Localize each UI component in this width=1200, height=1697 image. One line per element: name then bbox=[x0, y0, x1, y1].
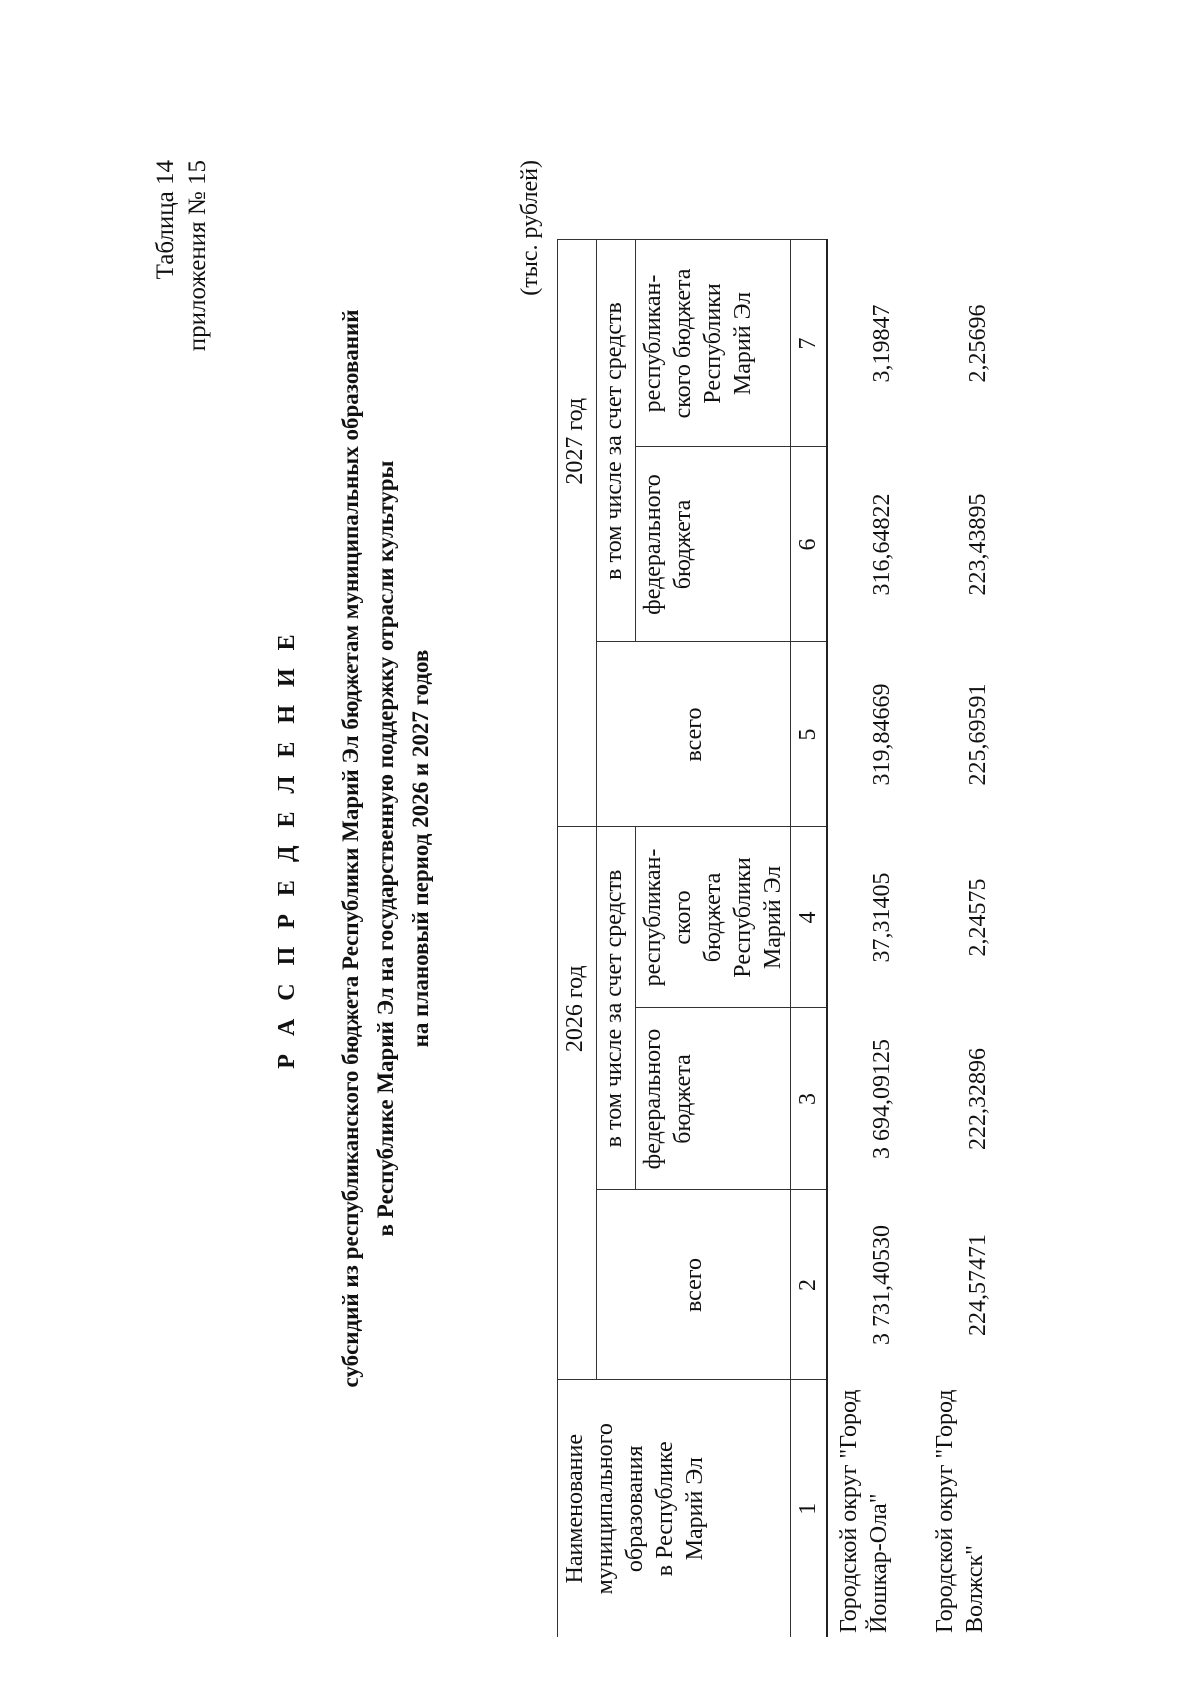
header-text: республикан- bbox=[640, 848, 666, 987]
table-row bbox=[924, 240, 1020, 1637]
column-number: 5 bbox=[791, 642, 828, 827]
header-text: федерального bbox=[640, 474, 666, 615]
subtitle-line: в Республике Марий Эл на государственную поддержку отрасли культуры bbox=[373, 460, 398, 1237]
header-text: Наименование bbox=[562, 1433, 588, 1584]
subtitle-line: на плановый период 2026 и 2027 годов bbox=[408, 649, 433, 1048]
header-federal-2027 bbox=[636, 447, 791, 642]
table-header-row bbox=[558, 240, 597, 1637]
column-number: 6 bbox=[791, 447, 828, 642]
municipality-name-line: Городской округ "Город bbox=[836, 1389, 862, 1633]
header-text: федерального bbox=[640, 1028, 666, 1170]
header-text: Республики bbox=[730, 857, 756, 978]
header-republican-2027 bbox=[636, 240, 791, 447]
value-total-2027: 225,69591 bbox=[965, 683, 991, 786]
municipality-name-line: Городской округ "Город bbox=[932, 1389, 958, 1633]
document-title: Р А С П Р Е Д Е Л Е Н И Е bbox=[274, 628, 300, 1069]
subsidy-distribution-table bbox=[557, 240, 1020, 1638]
value-total-2026: 224,57471 bbox=[965, 1234, 991, 1336]
header-total-2027: всего bbox=[597, 642, 791, 827]
table-caption bbox=[150, 160, 214, 351]
value-federal-2027: 316,64822 bbox=[869, 493, 895, 596]
header-text: ского bbox=[670, 890, 696, 945]
column-number: 7 bbox=[791, 240, 828, 447]
header-municipality-name bbox=[558, 1380, 791, 1637]
header-text: в Республике bbox=[652, 1441, 678, 1577]
header-including-2026: в том числе за счет средств bbox=[597, 827, 636, 1190]
caption-appendix-number: приложения № 15 bbox=[184, 160, 211, 352]
value-federal-2026: 3 694,09125 bbox=[869, 1039, 895, 1159]
header-text: образования bbox=[622, 1445, 648, 1573]
value-republican-2027: 3,19847 bbox=[869, 304, 895, 383]
header-text: бюджета bbox=[700, 872, 726, 963]
header-total-2026: всего bbox=[597, 1190, 791, 1380]
units-label: (тыс. рублей) bbox=[517, 160, 543, 296]
municipality-name bbox=[924, 1380, 1020, 1637]
column-number: 3 bbox=[791, 1008, 828, 1190]
header-year-2026: 2026 год bbox=[558, 827, 597, 1190]
value-federal-2027: 223,43895 bbox=[965, 493, 991, 596]
value-total-2027: 319,84669 bbox=[869, 683, 895, 786]
header-text: муниципального bbox=[592, 1423, 618, 1595]
header-2027-spacer bbox=[558, 642, 597, 827]
column-number: 1 bbox=[791, 1380, 828, 1637]
value-total-2026: 3 731,40530 bbox=[869, 1225, 895, 1345]
column-number: 4 bbox=[791, 827, 828, 1008]
header-text: Марий Эл bbox=[682, 1457, 708, 1561]
header-2026-spacer bbox=[558, 1190, 597, 1380]
column-number-row bbox=[791, 240, 828, 1637]
municipality-name bbox=[827, 1380, 924, 1637]
header-text: республикан- bbox=[640, 274, 666, 413]
column-number: 2 bbox=[791, 1190, 828, 1380]
header-including-2027: в том числе за счет средств bbox=[597, 240, 636, 642]
value-federal-2026: 222,32896 bbox=[965, 1048, 991, 1150]
value-republican-2026: 37,31405 bbox=[869, 872, 895, 963]
table-row bbox=[827, 240, 924, 1637]
header-text: Марий Эл bbox=[730, 291, 756, 396]
municipality-name-line: Волжск" bbox=[962, 1545, 988, 1633]
header-text: ского бюджета bbox=[670, 268, 696, 419]
header-text: Республики bbox=[700, 283, 726, 404]
municipality-name-line: Йошкар-Ола" bbox=[866, 1493, 892, 1633]
header-text: Марий Эл bbox=[760, 865, 786, 970]
document-subtitle bbox=[333, 0, 438, 1697]
value-republican-2027: 2,25696 bbox=[965, 304, 991, 383]
header-year-2027: 2027 год bbox=[558, 240, 597, 642]
value-republican-2026: 2,24575 bbox=[965, 878, 991, 957]
header-text: бюджета bbox=[670, 1054, 696, 1144]
header-text: бюджета bbox=[670, 499, 696, 590]
header-federal-2026 bbox=[636, 1008, 791, 1190]
header-republican-2026 bbox=[636, 827, 791, 1008]
subtitle-line: субсидий из республиканского бюджета Республики Марий Эл бюджетам муниципальных образований bbox=[338, 309, 363, 1388]
caption-table-number: Таблица 14 bbox=[152, 160, 179, 280]
